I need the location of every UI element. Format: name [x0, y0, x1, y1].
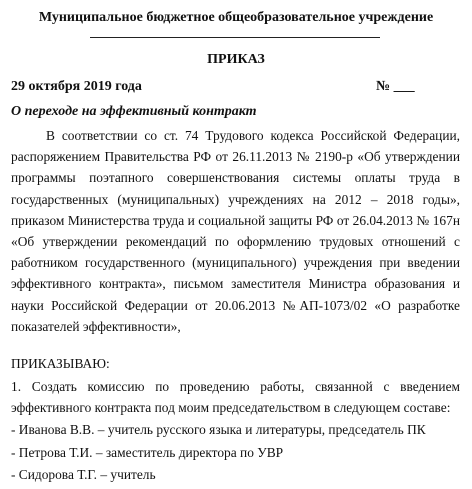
member-item: - Петрова Т.И. – заместитель директора по УВР — [11, 445, 284, 460]
document-title: ПРИКАЗ — [207, 52, 265, 67]
preamble-line: «Об утверждении рекомендаций по оформлению трудовых отношений с — [11, 233, 460, 249]
preamble-line: В соответствии со ст. 74 Трудового кодекса Российской Федерации, — [46, 128, 460, 143]
member-item: - Сидорова Т.Г. – учитель — [11, 467, 156, 482]
preamble-line: показателей эффективности», — [11, 318, 181, 334]
item1-line: эффективного контракта под моим председательством в следующем составе: — [11, 400, 451, 415]
organization-name: Муниципальное бюджетное общеобразовательное учреждение — [38, 10, 434, 25]
order-number: № ___ — [376, 79, 415, 94]
preamble-line: приказом Министерства труда и социальной защиты РФ от 26.04.2013 № 167н — [11, 212, 460, 228]
order-subject: О переходе на эффективный контракт — [11, 104, 257, 119]
item1-line: 1. Создать комиссию по проведению работы, связанной с введением — [11, 379, 460, 394]
preamble-line: распоряжением Правительства РФ от 26.11.2013 № 2190-р «Об утверждении — [11, 149, 460, 165]
preamble-line: работником государственного (муниципального) учреждения при введении — [11, 255, 460, 271]
preamble-line: государственных (муниципальных) учреждениях на 2012 – 2018 годы», — [11, 191, 460, 207]
member-item: - Иванова В.В. – учитель русского языка и литературы, председатель ПК — [11, 422, 426, 437]
preamble-line: науки Российской Федерации от 20.06.2013 №АП-1073/02 «О разработке — [11, 297, 460, 313]
order-date: 29 октября 2019 года — [11, 79, 142, 94]
order-word: ПРИКАЗЫВАЮ: — [11, 356, 110, 371]
preamble-line: программы поэтапного совершенствования системы оплаты труда в — [11, 170, 460, 186]
preamble — [11, 125, 460, 337]
preamble-line: эффективного контракта», письмом заместителя Министра образования и — [11, 276, 460, 292]
organization-underline — [90, 37, 380, 38]
